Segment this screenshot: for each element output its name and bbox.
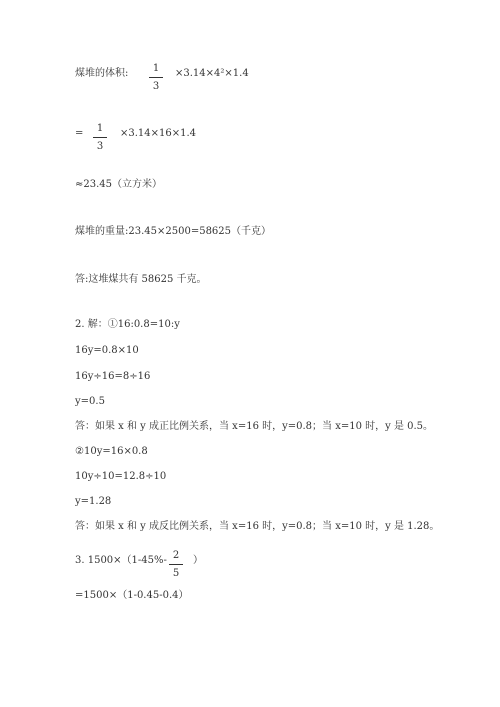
problem-3-expression: 3. 1500×（1-45%-: [75, 555, 167, 566]
equation-step: 16y=0.8×10: [75, 345, 139, 356]
weight-calculation: 煤堆的重量:23.45×2500=58625（千克）: [75, 226, 272, 237]
problem-3-step: =1500×（1-0.45-0.4）: [75, 590, 189, 601]
fraction-bar: [169, 564, 183, 565]
closing-paren: ）: [193, 555, 203, 566]
fraction-bar: [149, 77, 163, 78]
equation-step: 16y÷16=8÷16: [75, 371, 151, 382]
volume-expression-step: ×3.14×16×1.4: [120, 128, 197, 139]
fraction-bar: [93, 137, 107, 138]
equation-result: y=1.28: [75, 496, 112, 507]
equals-sign: =: [75, 128, 84, 139]
volume-label: 煤堆的体积:: [75, 68, 129, 79]
fraction-numerator: 1: [152, 63, 160, 74]
answer-2a: 答：如果 x 和 y 成正比例关系，当 x=16 时，y=0.8；当 x=10 时，y 是 0.5。: [75, 421, 434, 432]
fraction-two-fifths: [169, 551, 183, 579]
fraction-numerator: 2: [172, 550, 180, 561]
fraction-denominator: 5: [172, 568, 180, 579]
fraction-one-third: [93, 124, 107, 152]
volume-expression: ×3.14×4²×1.4: [175, 68, 249, 79]
equation-step: ②10y=16×0.8: [75, 446, 148, 457]
equation-step: 10y÷10=12.8÷10: [75, 471, 167, 482]
fraction-one-third: [149, 64, 163, 92]
problem-2-header: 2. 解：①16:0.8=10:y: [75, 319, 180, 330]
equation-result: y=0.5: [75, 396, 105, 407]
fraction-denominator: 3: [152, 81, 160, 92]
fraction-denominator: 3: [96, 141, 104, 152]
fraction-numerator: 1: [96, 123, 104, 134]
answer-2b: 答：如果 x 和 y 成反比例关系，当 x=16 时，y=0.8；当 x=10 时，y 是 1.28。: [75, 521, 440, 532]
answer-1: 答:这堆煤共有 58625 千克。: [75, 274, 207, 285]
volume-result: ≈23.45（立方米）: [75, 179, 163, 190]
